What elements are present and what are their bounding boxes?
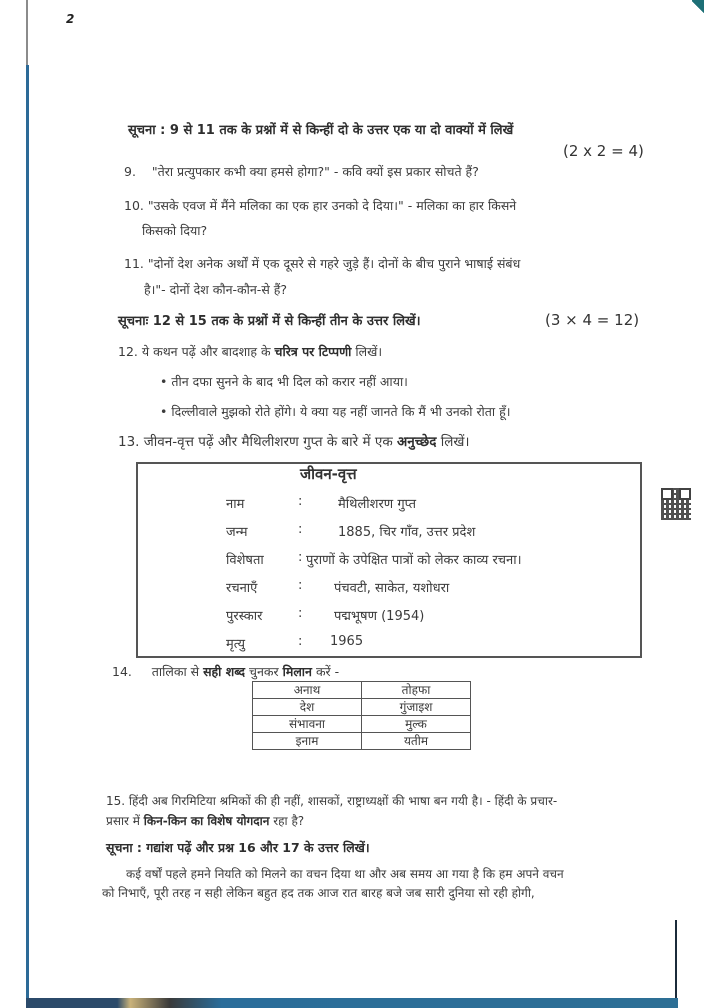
question-text: प्रसार में bbox=[106, 814, 144, 828]
table-cell: देश bbox=[253, 699, 362, 716]
question-number: 12. bbox=[118, 344, 138, 359]
table-row bbox=[253, 716, 471, 733]
question-text-end: लिखें। bbox=[351, 344, 383, 359]
question-10-cont: किसको दिया? bbox=[142, 223, 208, 238]
marks-section2: (3 × 4 = 12) bbox=[545, 311, 640, 329]
table-row bbox=[253, 699, 471, 716]
binder-edge bbox=[26, 65, 29, 1005]
question-number: 14. bbox=[112, 664, 132, 679]
bio-value: पद्मभूषण (1954) bbox=[334, 609, 425, 624]
bullet-2: • दिल्लीवाले मुझको रोते होंगे। ये क्या यह नहीं जानते कि मैं भी उनको रोता हूँ। bbox=[160, 404, 511, 419]
bio-colon: : bbox=[298, 606, 303, 621]
bio-value: मैथिलीशरण गुप्त bbox=[338, 497, 417, 512]
bio-label: पुरस्कार bbox=[226, 609, 263, 624]
instruction-16-17: सूचना : गद्यांश पढ़ें और प्रश्न 16 और 17 के उत्तर लिखें। bbox=[106, 840, 370, 855]
question-number: 15. bbox=[106, 794, 126, 808]
table-cell: यतीम bbox=[362, 733, 471, 750]
question-text: जीवन-वृत्त पढ़ें और मैथिलीशरण गुप्त के बारे में एक bbox=[143, 434, 397, 450]
bio-colon: : bbox=[298, 634, 303, 649]
question-14 bbox=[112, 663, 339, 680]
match-table bbox=[252, 681, 471, 750]
question-11-cont: है।"- दोनों देश कौन-कौन-से हैं? bbox=[144, 282, 288, 297]
passage-line-1: कई वर्षों पहले हमने नियति को मिलने का वचन दिया था और अब समय आ गया है कि हम अपने वचन bbox=[126, 867, 564, 881]
instruction-12-15: सूचनाः 12 से 15 तक के प्रश्नों में से किन्हीं तीन के उत्तर लिखें। bbox=[118, 314, 421, 329]
background-strip bbox=[26, 998, 678, 1008]
marks-section1: (2 x 2 = 4) bbox=[563, 142, 644, 160]
instruction-9-11: सूचना : 9 से 11 तक के प्रश्नों में से किन्हीं दो के उत्तर एक या दो वाक्यों में लिखें bbox=[128, 123, 514, 138]
question-text-end: रहा है? bbox=[269, 814, 305, 828]
question-emphasis: सही शब्द bbox=[203, 664, 246, 679]
question-10 bbox=[124, 197, 516, 214]
page-edge-right bbox=[675, 920, 677, 1000]
bio-label: रचनाएँ bbox=[226, 581, 258, 596]
question-emphasis: चरित्र पर टिप्पणी bbox=[274, 344, 352, 359]
question-text: तालिका से bbox=[151, 664, 204, 679]
background-corner bbox=[692, 0, 704, 14]
bio-colon: : bbox=[298, 522, 303, 537]
table-row bbox=[253, 733, 471, 750]
table-cell: तोहफा bbox=[362, 682, 471, 699]
question-emphasis: किन-किन का विशेष योगदान bbox=[143, 814, 270, 828]
question-text: "दोनों देश अनेक अर्थों में एक दूसरे से गहरे जुड़े हैं। दोनों के बीच पुराने भाषाई संबंध bbox=[147, 256, 521, 271]
question-text-end: करें - bbox=[311, 664, 340, 679]
bio-label: विशेषता bbox=[226, 553, 264, 568]
table-cell: अनाथ bbox=[253, 682, 362, 699]
bio-label: मृत्यु bbox=[226, 637, 246, 652]
bio-label: नाम bbox=[226, 497, 245, 512]
question-text: "तेरा प्रत्युपकार कभी क्या हमसे होगा?" - कवि क्यों इस प्रकार सोचते हैं? bbox=[151, 164, 479, 179]
bullet-1: • तीन दफा सुनने के बाद भी दिल को करार नहीं आया। bbox=[160, 374, 408, 389]
page-edge bbox=[26, 0, 28, 65]
question-15 bbox=[106, 792, 557, 809]
table-cell: इनाम bbox=[253, 733, 362, 750]
bio-value: पुराणों के उपेक्षित पात्रों को लेकर काव्य रचना। bbox=[306, 553, 522, 568]
question-number: 11. bbox=[124, 256, 144, 271]
question-text: ये कथन पढ़ें और बादशाह के bbox=[141, 344, 275, 359]
question-13 bbox=[118, 432, 470, 450]
table-cell: गुंजाइश bbox=[362, 699, 471, 716]
question-15-cont bbox=[106, 812, 304, 829]
question-number: 10. bbox=[124, 198, 144, 213]
table-cell: संभावना bbox=[253, 716, 362, 733]
bio-label: जन्म bbox=[226, 525, 248, 540]
passage-line-2: को निभाएँ, पूरी तरह न सही लेकिन बहुत हद तक आज रात बारह बजे जब सारी दुनिया सो रही होगी, bbox=[102, 886, 535, 900]
bio-colon: : bbox=[298, 578, 303, 593]
question-text: हिंदी अब गिरमिटिया श्रमिकों की ही नहीं, शासकों, राष्ट्राध्यक्षों की भाषा बन गयी है। - हिंदी के प्रचार- bbox=[128, 794, 558, 808]
bio-value: 1885, चिर गाँव, उत्तर प्रदेश bbox=[338, 525, 476, 540]
question-12 bbox=[118, 343, 382, 360]
qr-code-icon bbox=[661, 488, 691, 520]
bio-colon: : bbox=[298, 494, 303, 509]
question-text-end: लिखें। bbox=[436, 434, 470, 450]
question-emphasis-2: मिलान bbox=[282, 664, 312, 679]
question-11 bbox=[124, 255, 520, 272]
bio-colon: : bbox=[298, 550, 303, 565]
question-emphasis: अनुच्छेद bbox=[396, 434, 437, 450]
question-number: 13. bbox=[118, 434, 140, 450]
page-number: 2 bbox=[66, 12, 75, 26]
question-text: "उसके एवज में मैंने मलिका का एक हार उनको दे दिया।" - मलिका का हार किसने bbox=[147, 198, 517, 213]
bio-value: पंचवटी, साकेत, यशोधरा bbox=[334, 581, 450, 596]
table-row bbox=[253, 682, 471, 699]
question-text-mid: चुनकर bbox=[245, 664, 283, 679]
biography-title: जीवन-वृत्त bbox=[300, 465, 357, 483]
table-cell: मुल्क bbox=[362, 716, 471, 733]
bio-value: 1965 bbox=[330, 634, 364, 649]
question-number: 9. bbox=[124, 164, 136, 179]
question-9 bbox=[124, 163, 479, 180]
